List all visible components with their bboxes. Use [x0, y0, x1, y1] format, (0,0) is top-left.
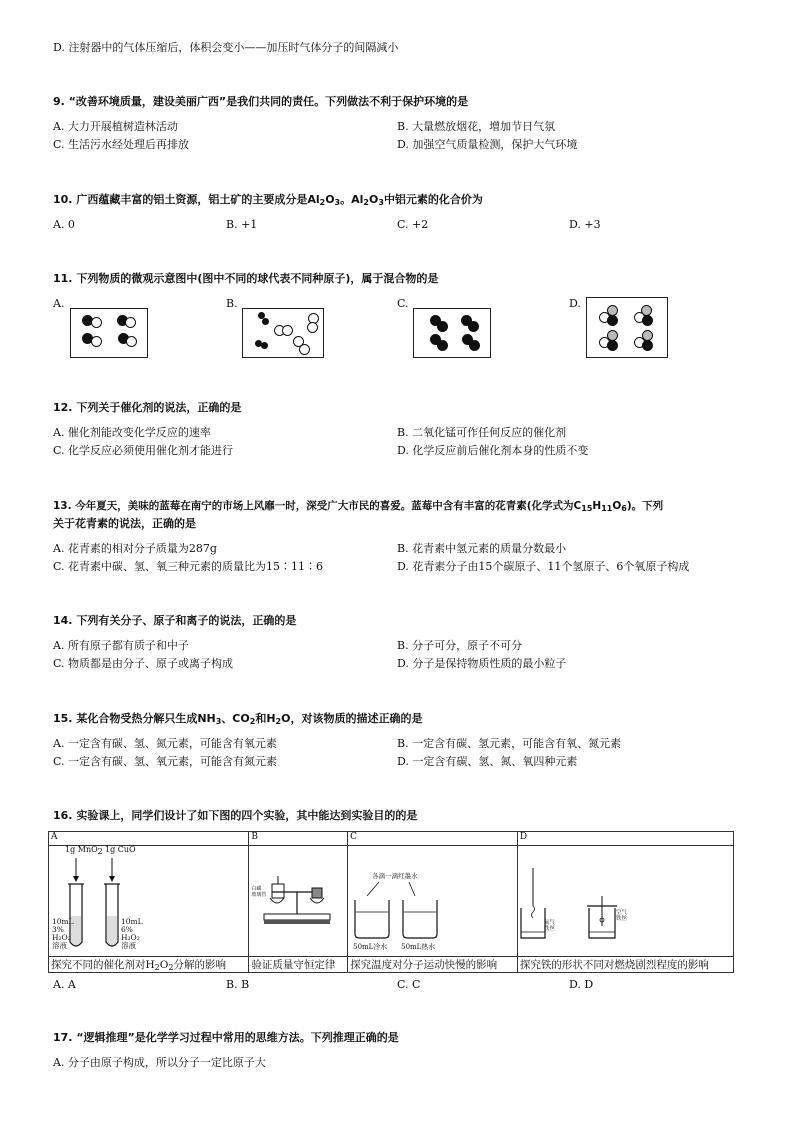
q9-option-d: D. 加强空气质量检测，保护大气环境	[397, 138, 578, 151]
q13-stem-line2: 关于花青素的说法，正确的是	[53, 517, 196, 530]
q15-option-a: A. 一定含有碳、氢、氮元素，可能含有氧元素	[53, 737, 277, 750]
q8-option-d: D. 注射器中的气体压缩后，体积会变小——加压时气体分子的间隔减小	[53, 41, 399, 54]
q11-stem: 11. 下列物质的微观示意图中(图中不同的球代表不同种原子)，属于混合物的是	[53, 272, 439, 285]
atom-white	[299, 344, 310, 355]
iron-burning-figure	[519, 846, 731, 954]
q11-diagram-a	[70, 308, 148, 358]
q12-option-a: A. 催化剂能改变化学反应的速率	[53, 426, 211, 439]
q17-option-a: A. 分子由原子构成，所以分子一定比原子大	[53, 1056, 266, 1069]
q11-label-c: C.	[397, 297, 409, 310]
q11-diagram-d	[586, 297, 668, 358]
atom-black	[607, 340, 618, 351]
q11-diagram-b	[242, 308, 324, 358]
label-air-wire: 空气 铁丝	[615, 910, 627, 922]
test-tubes-figure	[50, 846, 246, 954]
q12-option-c: C. 化学反应必须使用催化剂才能进行	[53, 444, 234, 457]
atom-black	[642, 315, 653, 326]
label-balance: 白磷 玻璃管	[251, 886, 267, 898]
atom-black	[262, 318, 269, 325]
q17-stem: 17. “逻辑推理”是化学学习过程中常用的思维方法。下列推理正确的是	[53, 1031, 399, 1044]
q13-stem-line1: 13. 今年夏天，美味的蓝莓在南宁的市场上风靡一时，深受广大市民的喜爱。蓝莓中含有丰富的花青素(化学式为$C_{15}H_{11}O_6$)。下列	[53, 500, 664, 513]
label-red-ink: 各滴一滴红墨水	[372, 872, 418, 880]
q16-header-c: C	[348, 832, 518, 846]
label-hot-water: 50mL热水	[401, 943, 436, 951]
atom-black	[469, 340, 480, 351]
q15-option-b: B. 一定含有碳、氢元素，可能含有氧、氮元素	[397, 737, 622, 750]
atom-white	[282, 325, 293, 336]
q10-option-d: D. +3	[569, 218, 601, 231]
atom-black	[468, 321, 479, 332]
atom-white	[125, 317, 136, 328]
q12-option-b: B. 二氧化锰可作任何反应的催化剂	[397, 426, 567, 439]
q16-option-c: C. C	[397, 978, 421, 991]
q16-caption-c: 探究温度对分子运动快慢的影响	[348, 957, 518, 973]
q13-option-a: A. 花青素的相对分子质量为287g	[53, 542, 217, 555]
q16-diagram-c	[348, 846, 518, 957]
q16-option-a: A. A	[53, 978, 76, 991]
q11-label-b: B.	[226, 297, 238, 310]
atom-black	[437, 340, 448, 351]
q16-header-a: A	[49, 832, 249, 846]
q15-option-c: C. 一定含有碳、氢、氧元素，可能含有氮元素	[53, 755, 278, 768]
beakers-figure	[349, 846, 513, 954]
q9-option-c: C. 生活污水经处理后再排放	[53, 138, 190, 151]
balance-figure	[250, 846, 342, 954]
q14-stem: 14. 下列有关分子、原子和离子的说法，正确的是	[53, 614, 297, 627]
label-mno2: 1g MnO$_2$	[65, 845, 103, 856]
q16-stem: 16. 实验课上，同学们设计了如下图的四个实验，其中能达到实验目的的是	[53, 809, 418, 822]
atom-white	[91, 336, 102, 347]
q16-option-b: B. B	[226, 978, 250, 991]
atom-white	[91, 317, 102, 328]
q9-option-a: A. 大力开展植树造林活动	[53, 120, 178, 133]
q11-label-a: A.	[53, 297, 65, 310]
q11-diagram-c	[413, 308, 491, 358]
q9-stem: 9. “改善环境质量，建设美丽广西”是我们共同的责任。下列做法不利于保护环境的是	[53, 95, 469, 108]
q16-diagram-d	[517, 846, 733, 957]
q16-header-d: D	[517, 832, 733, 846]
q9-option-b: B. 大量燃放烟花，增加节日气氛	[397, 120, 556, 133]
q14-option-d: D. 分子是保持物质性质的最小粒子	[397, 657, 567, 670]
q14-option-b: B. 分子可分，原子不可分	[397, 639, 523, 652]
q16-caption-d: 探究铁的形状不同对燃烧剧烈程度的影响	[517, 957, 733, 973]
q10-stem: 10. 广西蕴藏丰富的铝土资源，铝土矿的主要成分是$Al_2O_3$。$Al_2O_3$中铝元素的化合价为	[53, 193, 483, 207]
atom-black	[642, 340, 653, 351]
atom-white	[126, 336, 137, 347]
q16-caption-b: 验证质量守恒定律	[249, 957, 348, 973]
q16-diagram-a	[49, 846, 249, 957]
q13-option-b: B. 花青素中氢元素的质量分数最小	[397, 542, 567, 555]
label-cold-water: 50mL冷水	[353, 943, 388, 951]
q16-experiment-table	[48, 831, 734, 973]
q12-stem: 12. 下列关于催化剂的说法，正确的是	[53, 401, 242, 414]
q13-option-c: C. 花青素中碳、氢、氧三种元素的质量比为15∶11∶6	[53, 560, 324, 573]
atom-black	[607, 315, 618, 326]
q16-caption-a: 探究不同的催化剂对$H_2O_2$分解的影响	[49, 957, 249, 973]
atom-white	[307, 322, 318, 333]
q12-option-d: D. 化学反应前后催化剂本身的性质不变	[397, 444, 589, 457]
label-oxygen-wire: 氧气 铁丝	[543, 920, 555, 932]
atom-black	[437, 321, 448, 332]
q10-option-a: A. 0	[53, 218, 75, 231]
label-left-solution: 10mL 3% H₂O₂ 溶液	[52, 917, 74, 950]
q16-header-b: B	[249, 832, 348, 846]
q15-option-d: D. 一定含有碳、氢、氮、氧四种元素	[397, 755, 578, 768]
q16-option-d: D. D	[569, 978, 594, 991]
q14-option-c: C. 物质都是由分子、原子或离子构成	[53, 657, 234, 670]
q11-label-d: D.	[569, 297, 581, 310]
q10-option-b: B. +1	[226, 218, 258, 231]
label-right-solution: 10mL 6% H₂O₂ 溶液	[121, 917, 143, 950]
q15-stem: 15. 某化合物受热分解只生成$NH_3$、$CO_2$和$H_2O$，对该物质的描述正确的是	[53, 712, 423, 726]
q14-option-a: A. 所有原子都有质子和中子	[53, 639, 189, 652]
atom-black	[261, 342, 268, 349]
q16-diagram-b	[249, 846, 348, 957]
q13-option-d: D. 花青素分子由15个碳原子、11个氢原子、6个氧原子构成	[397, 560, 690, 573]
q10-option-c: C. +2	[397, 218, 429, 231]
label-cuo: 1g CuO	[105, 845, 136, 854]
